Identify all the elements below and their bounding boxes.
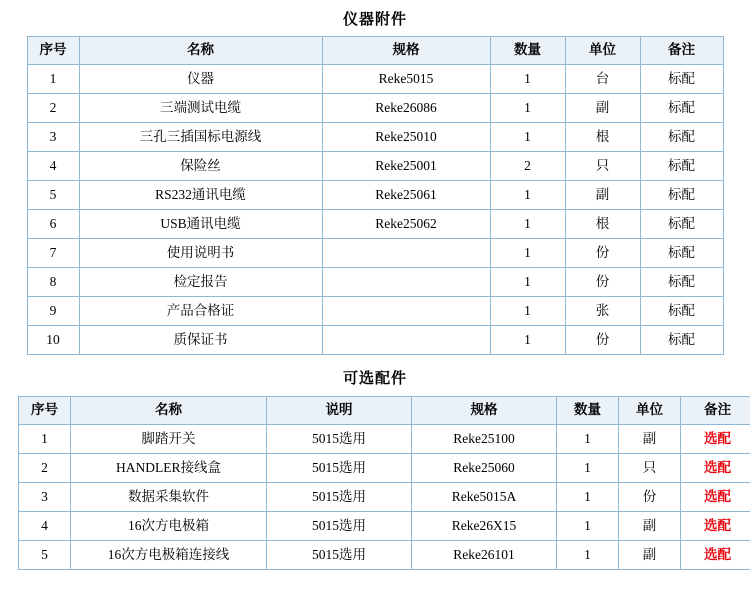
cell-name: 质保证书 xyxy=(79,326,322,355)
cell-name: 三端测试电缆 xyxy=(79,94,322,123)
cell-remark: 选配 xyxy=(681,512,750,541)
cell-name: 仪器 xyxy=(79,65,322,94)
cell-remark: 标配 xyxy=(640,152,723,181)
cell-index: 8 xyxy=(27,268,79,297)
cell-qty: 2 xyxy=(490,152,565,181)
accessories-table xyxy=(27,36,724,355)
cell-index: 2 xyxy=(27,94,79,123)
cell-spec: Reke25100 xyxy=(412,425,557,454)
cell-desc: 5015选用 xyxy=(267,541,412,570)
cell-spec xyxy=(322,297,490,326)
cell-index: 10 xyxy=(27,326,79,355)
cell-remark: 标配 xyxy=(640,268,723,297)
cell-spec xyxy=(322,326,490,355)
cell-name: 数据采集软件 xyxy=(71,483,267,512)
table-row xyxy=(27,94,723,123)
document-page xyxy=(0,8,750,570)
cell-name: 产品合格证 xyxy=(79,297,322,326)
cell-unit: 只 xyxy=(565,152,640,181)
cell-remark: 选配 xyxy=(681,483,750,512)
column-header: 说明 xyxy=(267,397,412,425)
cell-remark: 标配 xyxy=(640,210,723,239)
cell-qty: 1 xyxy=(490,210,565,239)
cell-remark: 标配 xyxy=(640,239,723,268)
table-row xyxy=(27,65,723,94)
cell-index: 3 xyxy=(27,123,79,152)
cell-remark: 标配 xyxy=(640,94,723,123)
cell-name: 使用说明书 xyxy=(79,239,322,268)
cell-unit: 张 xyxy=(565,297,640,326)
cell-name: 脚踏开关 xyxy=(71,425,267,454)
cell-index: 2 xyxy=(19,454,71,483)
cell-name: 保险丝 xyxy=(79,152,322,181)
cell-unit: 根 xyxy=(565,210,640,239)
cell-remark: 标配 xyxy=(640,326,723,355)
cell-spec: Reke5015A xyxy=(412,483,557,512)
column-header: 备注 xyxy=(681,397,750,425)
cell-unit: 副 xyxy=(619,541,681,570)
cell-unit: 份 xyxy=(565,268,640,297)
cell-name: RS232通讯电缆 xyxy=(79,181,322,210)
cell-remark: 标配 xyxy=(640,181,723,210)
cell-index: 3 xyxy=(19,483,71,512)
cell-index: 6 xyxy=(27,210,79,239)
cell-qty: 1 xyxy=(490,65,565,94)
cell-remark: 选配 xyxy=(681,425,750,454)
column-header: 规格 xyxy=(322,37,490,65)
cell-spec: Reke5015 xyxy=(322,65,490,94)
table-row xyxy=(19,454,750,483)
table-row xyxy=(19,541,750,570)
column-header: 数量 xyxy=(490,37,565,65)
cell-unit: 台 xyxy=(565,65,640,94)
cell-index: 1 xyxy=(19,425,71,454)
cell-unit: 根 xyxy=(565,123,640,152)
cell-unit: 份 xyxy=(565,326,640,355)
column-header: 单位 xyxy=(565,37,640,65)
optional-table xyxy=(18,396,750,570)
optional-title: 可选配件 xyxy=(18,367,732,388)
cell-spec xyxy=(322,239,490,268)
cell-name: 16次方电极箱 xyxy=(71,512,267,541)
cell-unit: 份 xyxy=(619,483,681,512)
cell-remark: 标配 xyxy=(640,123,723,152)
table-row xyxy=(19,425,750,454)
cell-desc: 5015选用 xyxy=(267,512,412,541)
table-row xyxy=(19,483,750,512)
column-header: 序号 xyxy=(19,397,71,425)
cell-spec: Reke26101 xyxy=(412,541,557,570)
cell-spec: Reke25001 xyxy=(322,152,490,181)
cell-index: 4 xyxy=(19,512,71,541)
cell-name: USB通讯电缆 xyxy=(79,210,322,239)
cell-index: 5 xyxy=(27,181,79,210)
column-header: 单位 xyxy=(619,397,681,425)
cell-qty: 1 xyxy=(490,297,565,326)
cell-spec xyxy=(322,268,490,297)
cell-remark: 选配 xyxy=(681,454,750,483)
cell-remark: 选配 xyxy=(681,541,750,570)
cell-qty: 1 xyxy=(557,483,619,512)
cell-remark: 标配 xyxy=(640,65,723,94)
cell-desc: 5015选用 xyxy=(267,425,412,454)
cell-desc: 5015选用 xyxy=(267,454,412,483)
column-header: 数量 xyxy=(557,397,619,425)
table-row xyxy=(27,210,723,239)
table-row xyxy=(27,326,723,355)
table-row xyxy=(19,512,750,541)
cell-unit: 份 xyxy=(565,239,640,268)
cell-unit: 只 xyxy=(619,454,681,483)
cell-unit: 副 xyxy=(619,425,681,454)
cell-index: 9 xyxy=(27,297,79,326)
column-header: 名称 xyxy=(79,37,322,65)
cell-remark: 标配 xyxy=(640,297,723,326)
table-row xyxy=(27,152,723,181)
table-row xyxy=(27,123,723,152)
cell-desc: 5015选用 xyxy=(267,483,412,512)
column-header: 名称 xyxy=(71,397,267,425)
cell-spec: Reke26086 xyxy=(322,94,490,123)
cell-spec: Reke25061 xyxy=(322,181,490,210)
cell-spec: Reke25062 xyxy=(322,210,490,239)
column-header: 备注 xyxy=(640,37,723,65)
cell-unit: 副 xyxy=(565,94,640,123)
cell-unit: 副 xyxy=(619,512,681,541)
cell-qty: 1 xyxy=(490,123,565,152)
cell-index: 4 xyxy=(27,152,79,181)
cell-name: 16次方电极箱连接线 xyxy=(71,541,267,570)
cell-qty: 1 xyxy=(557,541,619,570)
cell-qty: 1 xyxy=(490,239,565,268)
cell-name: HANDLER接线盒 xyxy=(71,454,267,483)
table-row xyxy=(27,297,723,326)
cell-spec: Reke26X15 xyxy=(412,512,557,541)
table-row xyxy=(27,181,723,210)
column-header: 规格 xyxy=(412,397,557,425)
cell-qty: 1 xyxy=(490,94,565,123)
cell-name: 三孔三插国标电源线 xyxy=(79,123,322,152)
cell-index: 1 xyxy=(27,65,79,94)
table-row xyxy=(27,268,723,297)
cell-spec: Reke25010 xyxy=(322,123,490,152)
cell-index: 5 xyxy=(19,541,71,570)
cell-qty: 1 xyxy=(557,425,619,454)
cell-qty: 1 xyxy=(490,181,565,210)
cell-name: 检定报告 xyxy=(79,268,322,297)
table-header-row xyxy=(19,397,750,425)
table-header-row xyxy=(27,37,723,65)
cell-unit: 副 xyxy=(565,181,640,210)
column-header: 序号 xyxy=(27,37,79,65)
table-row xyxy=(27,239,723,268)
cell-index: 7 xyxy=(27,239,79,268)
cell-qty: 1 xyxy=(490,268,565,297)
cell-qty: 1 xyxy=(557,454,619,483)
accessories-title: 仪器附件 xyxy=(18,8,732,29)
cell-spec: Reke25060 xyxy=(412,454,557,483)
cell-qty: 1 xyxy=(557,512,619,541)
cell-qty: 1 xyxy=(490,326,565,355)
